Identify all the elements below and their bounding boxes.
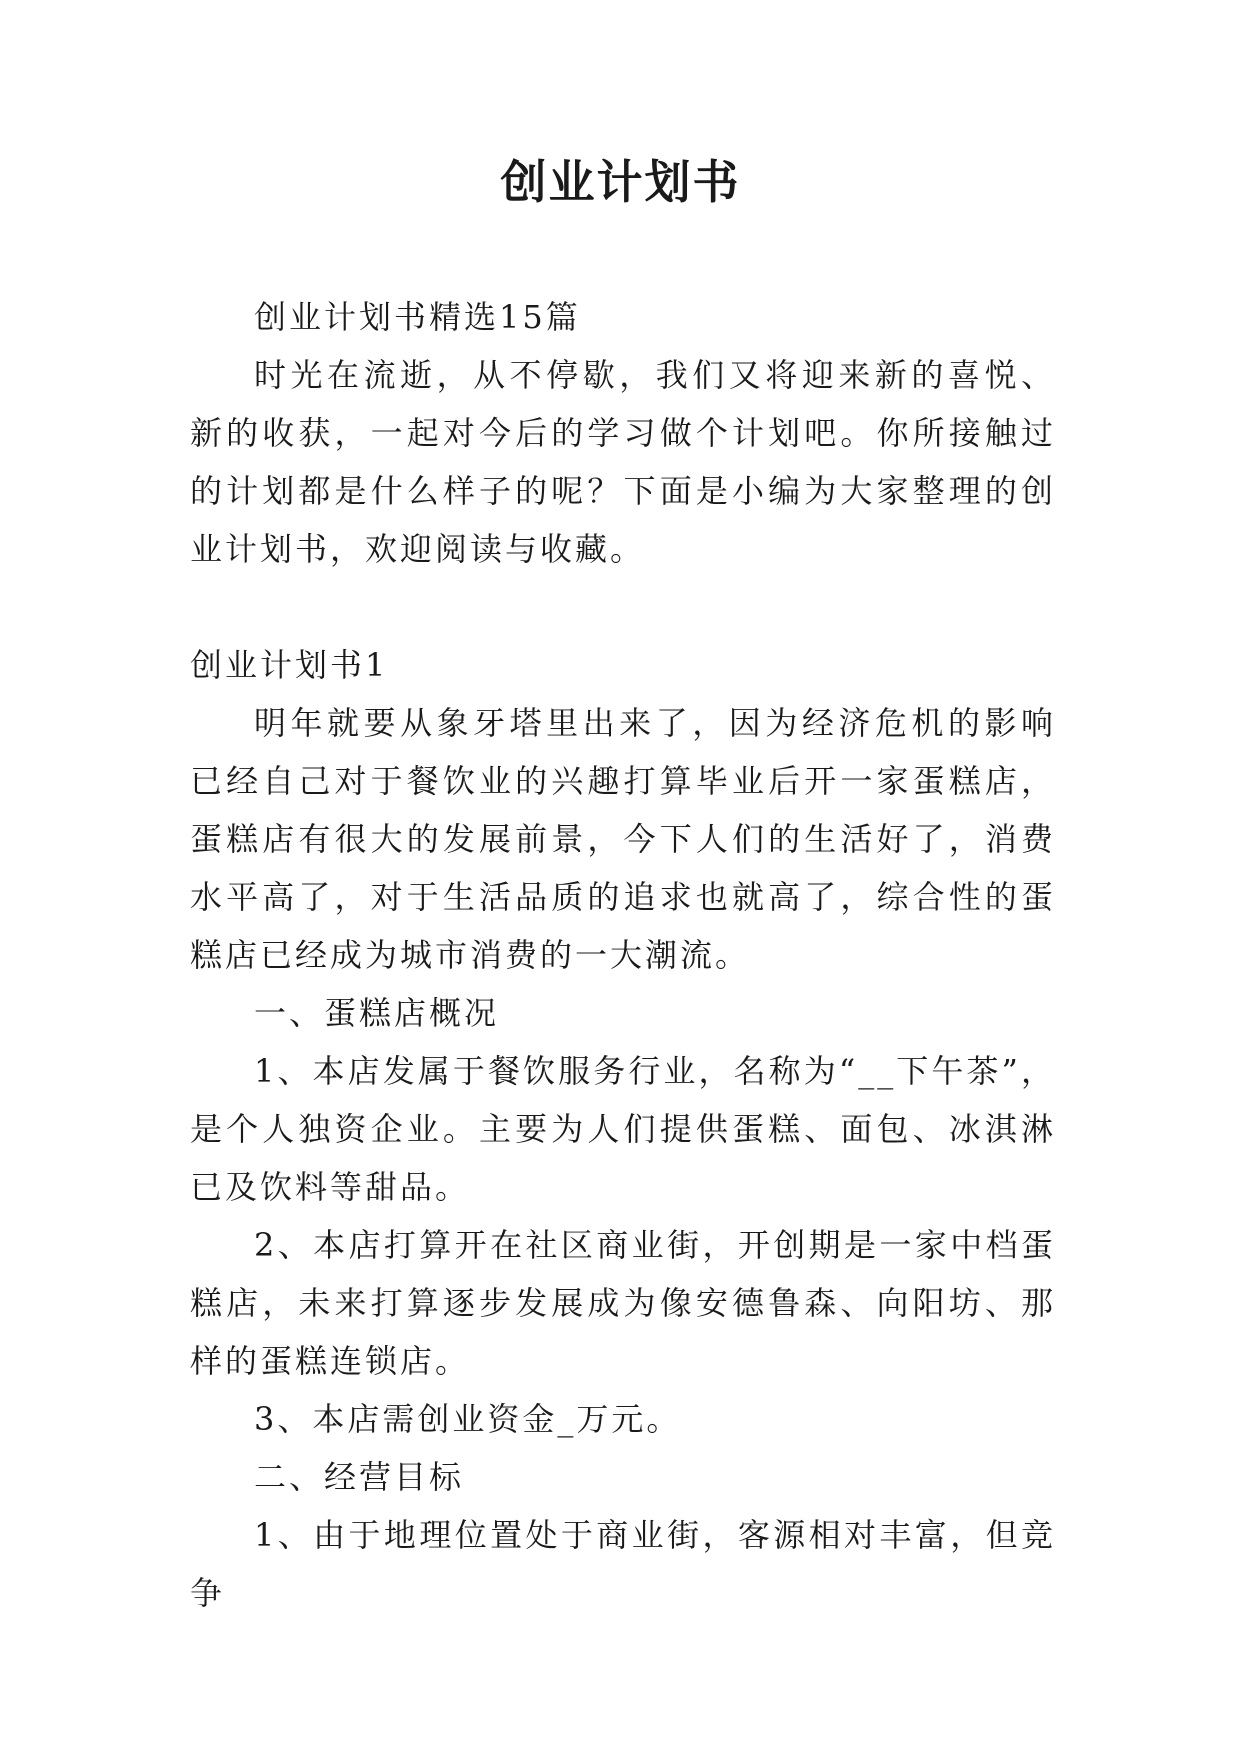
document-body [190,288,1056,1622]
paragraph-overview-1: 1、本店发属于餐饮服务行业，名称为“__下午茶”，是个人独资企业。主要为人们提供蛋糕、面包、冰淇淋已及饮料等甜品。 [190,1052,1056,1206]
paragraph-overview-3: 3、本店需创业资金_万元。 [254,1400,682,1438]
paragraph-intro: 时光在流逝，从不停歇，我们又将迎来新的喜悦、新的收获，一起对今后的学习做个计划吧。你所接触过的计划都是什么样子的呢？下面是小编为大家整理的创业计划书，欢迎阅读与收藏。 [190,356,1056,568]
paragraph-subtitle: 创业计划书精选15篇 [254,298,581,336]
document-title: 创业计划书 [500,155,741,209]
heading-goals: 二、经营目标 [254,1458,465,1496]
section-heading-plan-1: 创业计划书1 [190,646,389,684]
paragraph-overview-2: 2、本店打算开在社区商业街，开创期是一家中档蛋糕店，未来打算逐步发展成为像安德鲁森、向阳坊、那样的蛋糕连锁店。 [190,1226,1056,1380]
paragraph-plan-1-intro: 明年就要从象牙塔里出来了，因为经济危机的影响已经自己对于餐饮业的兴趣打算毕业后开一家蛋糕店，蛋糕店有很大的发展前景，今下人们的生活好了，消费水平高了，对于生活品质的追求也就高了，综合性的蛋糕店已经成为城市消费的一大潮流。 [190,704,1056,974]
heading-overview: 一、蛋糕店概况 [254,994,500,1032]
paragraph-goals-1: 1、由于地理位置处于商业街，客源相对丰富，但竞争 [190,1516,1056,1612]
